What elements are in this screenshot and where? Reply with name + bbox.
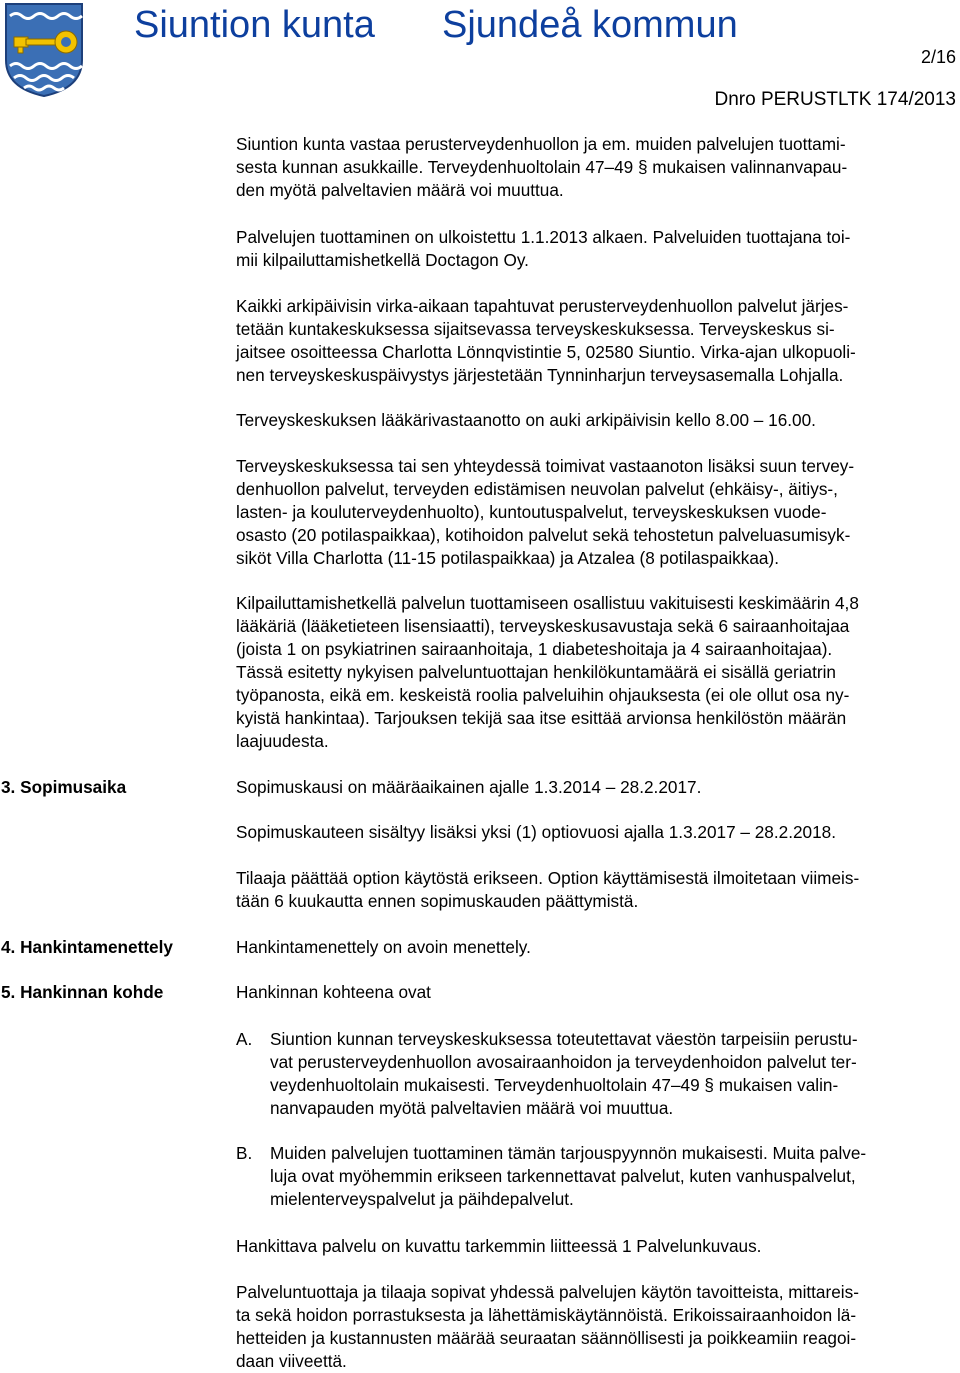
paragraph-procedure: Hankintamenettely on avoin menettely. [236,937,531,957]
paragraph-services: Terveyskeskuksessa tai sen yhteydessä toimivat vastaanoton lisäksi suun tervey- denhuollon palvelut, terveyden edistämisen neuvolan palvelut (ehkäisy-, äitiys-, lasten- ja kouluterveydenhuolto), kuntoutuspalvelut, terveyskeskuksen vuode- osasto (20 potilaspaikkaa), kotihoidon palvelut sekä tehostetun palveluasumisyk- siköt Villa Charlotta (11-15 potilaspaikkaa) ja Atzalea (8 potilaspaikkaa). [236,456,855,568]
org-name-finnish: Siuntion kunta [134,4,375,46]
list-item: Siuntion kunnan terveyskeskuksessa toteutettavat väestön tarpeisiin perustu- vat perusterveydenhuollon avosairaanhoidon ja terveydenhoidon palvelut ter- veydenhuoltolain mukaisesti. Terveydenhuoltolain 47–49 § mukaisen valin- nanvapauden myötä palveltavien määrä voi muuttua. [270,1029,858,1118]
page-number: 2/16 [920,47,956,67]
section-heading-procurement-subject: 5. Hankinnan kohde [1,982,164,1002]
list-item-letter: A. [236,1029,253,1049]
paragraph-goals: Palveluntuottaja ja tilaaja sopivat yhdessä palvelujen käytön tavoitteista, mittareis- ta sekä hoidon porrastuksesta ja lähettämiskäytännöistä. Erikoissairaanhoidon lä- hetteiden ja kustannusten määrää seuraatan säännöllisesti ja poikkeamiin reagoi- daan viiveettä. [236,1282,859,1371]
paragraph-outsourcing: Palvelujen tuottaminen on ulkoistettu 1.1.2013 alkaen. Palveluiden tuottajana toi- mii kilpailuttamishetkellä Doctagon Oy. [236,227,851,270]
org-name-swedish: Sjundeå kommun [442,4,738,46]
paragraph-staffing: Kilpailuttamishetkellä palvelun tuottamiseen osallistuu vakituisesti keskimäärin 4,8 lääkäriä (lääketieteen lisensiaatti), terveyskeskusavustaja sekä 6 sairaanhoitajaa (joista 1 on psykiatrinen sairaanhoitaja, 1 diabeteshoitaja ja 4 sairaanhoitajaa). Tässä esitetty nykyisen palveluntuottajan henkilökuntamäärä ei sisällä geriatrin työpanosta, eikä em. keskeistä roolia palveluihin ohjauksesta (ei ole ollut osa ny- kyistä hankintaa). Tarjouksen tekijä saa itse esittää arvionsa henkilöstön määrän laajuudesta. [236,593,859,751]
document-reference: Dnro PERUSTLTK 174/2013 [714,89,956,110]
section-heading-procurement-procedure: 4. Hankintamenettely [1,937,173,957]
paragraph-health-center: Kaikki arkipäivisin virka-aikaan tapahtuvat perusterveydenhuollon palvelut järjes- tetään kuntakeskuksessa sijaitsevassa terveyskeskuksessa. Terveyskeskus si- jaitsee osoitteessa Charlotta Lönnqvistintie 5, 02580 Siuntio. Virka-ajan ulkopuoli- nen terveyskeskuspäivystys järjestetään Tynninharjun terveysasemalla Lohjalla. [236,296,856,385]
paragraph-opening-hours: Terveyskeskuksen lääkärivastaanotto on auki arkipäivisin kello 8.00 – 16.00. [236,410,816,430]
municipal-crest-icon [4,2,84,98]
paragraph-responsibility: Siuntion kunta vastaa perusterveydenhuollon ja em. muiden palvelujen tuottami- sesta kunnan asukkaille. Terveydenhuoltolain 47–49 § mukaisen valinnanvapau- den myötä palveltavien määrä voi muuttua. [236,134,848,200]
list-item-letter: B. [236,1143,253,1163]
paragraph-option-year: Sopimuskauteen sisältyy lisäksi yksi (1) optiovuosi ajalla 1.3.2017 – 28.2.2018. [236,822,836,842]
paragraph-subject-intro: Hankinnan kohteena ovat [236,982,431,1002]
list-item: Muiden palvelujen tuottaminen tämän tarjouspyynnön mukaisesti. Muita palve- luja ovat myöhemmin erikseen tarkennettavat palvelut, kuten vanhuspalvelut, mielenterveyspalvelut ja päihdepalvelut. [270,1143,867,1209]
paragraph-contract-term: Sopimuskausi on määräaikainen ajalle 1.3.2014 – 28.2.2017. [236,777,702,797]
paragraph-service-description: Hankittava palvelu on kuvattu tarkemmin liitteessä 1 Palvelunkuvaus. [236,1236,762,1256]
section-heading-contract-period: 3. Sopimusaika [1,777,127,797]
paragraph-option-notice: Tilaaja päättää option käytöstä erikseen. Option käyttämisestä ilmoitetaan viimeis- tään 6 kuukautta ennen sopimuskauden päättymistä. [236,868,860,911]
